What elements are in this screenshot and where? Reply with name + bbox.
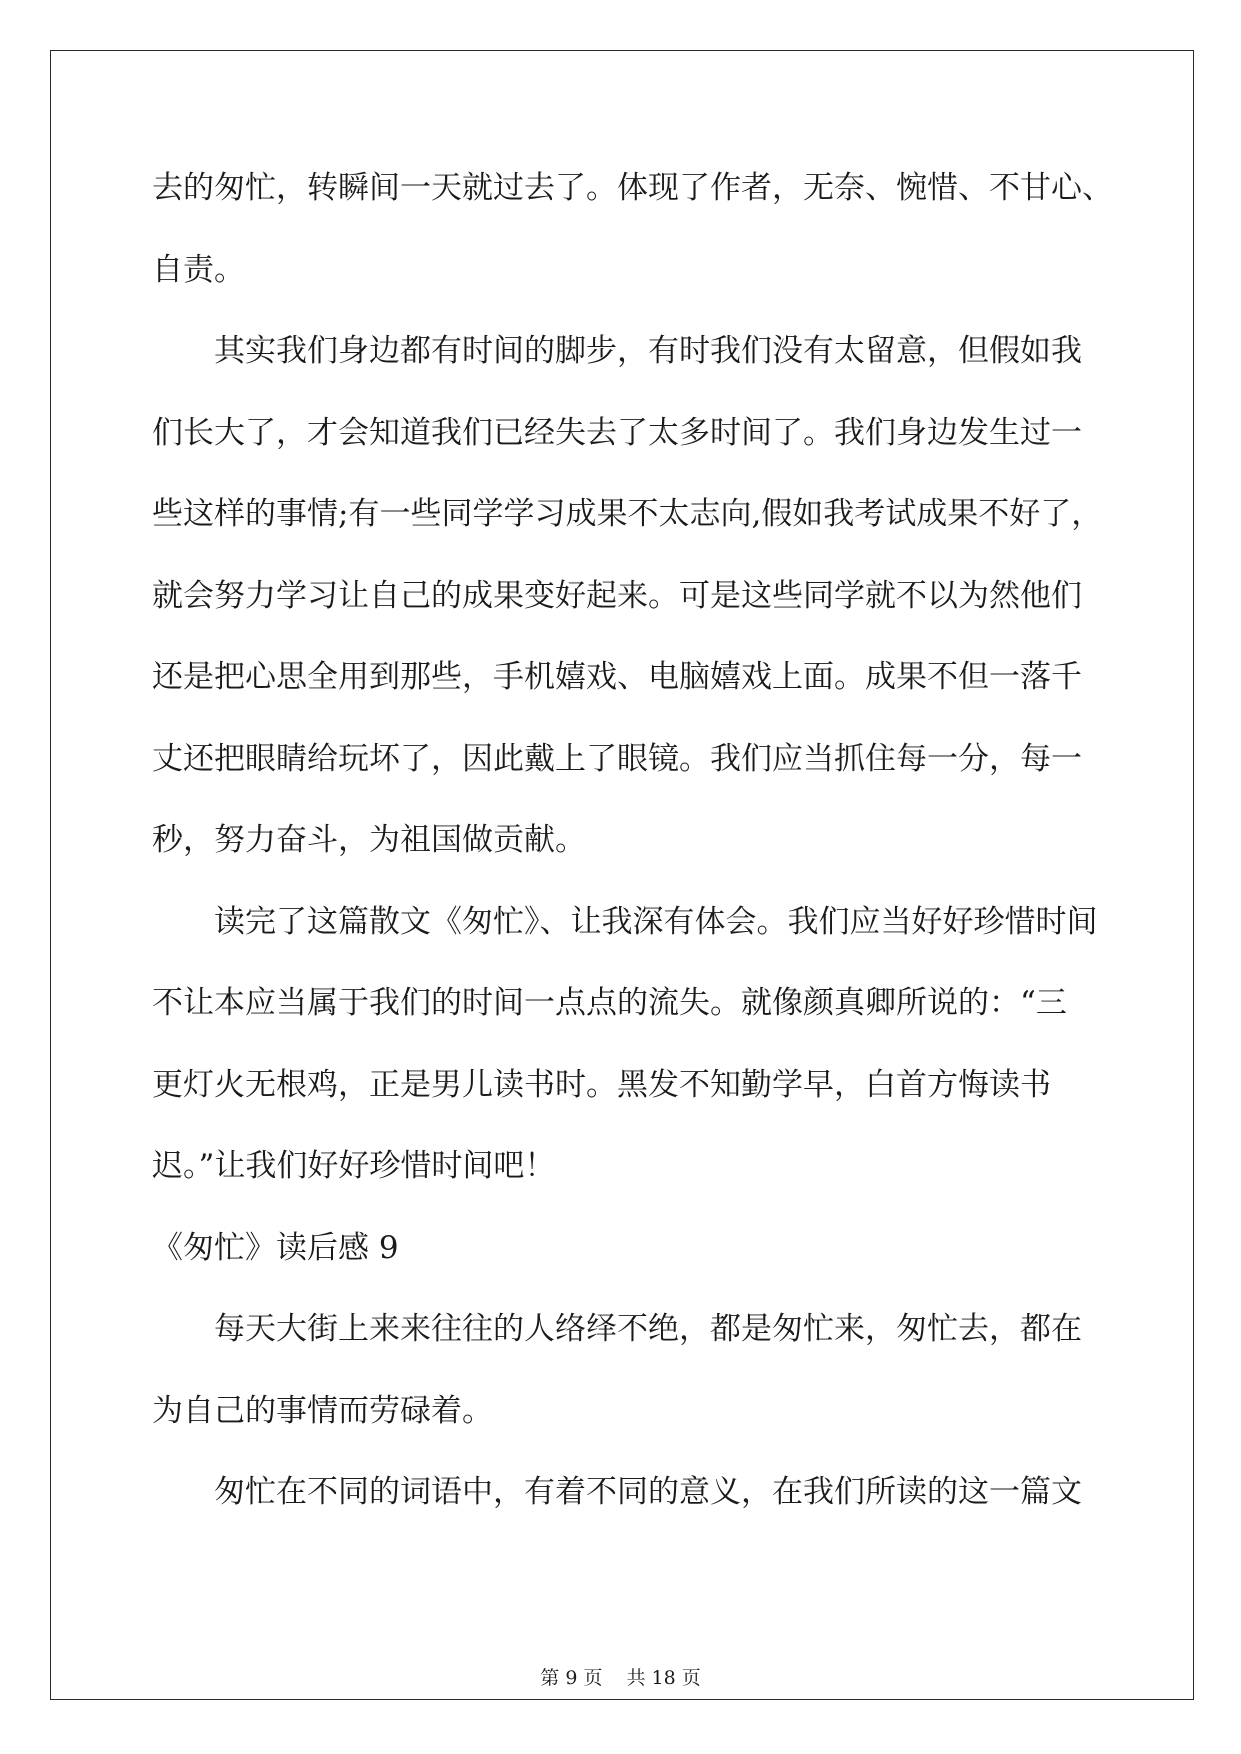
- text-line: 秒，努力奋斗，为祖国做贡献。: [152, 822, 586, 858]
- text-line: 们长大了，才会知道我们已经失去了太多时间了。我们身边发生过一: [152, 414, 1082, 451]
- text-line: 匆忙在不同的词语中，有着不同的意义，在我们所读的这一篇文: [214, 1474, 1082, 1510]
- page-total: 共 18 页: [626, 1667, 701, 1689]
- text-line: 去的匆忙，转瞬间一天就过去了。体现了作者，无奈、惋惜、不甘心、: [152, 170, 1113, 206]
- text-line: 更灯火无根鸡，正是男儿读书时。黑发不知勤学早，白首方悔读书: [152, 1066, 1051, 1103]
- text-line: 就会努力学习让自己的成果变好起来。可是这些同学就不以为然他们: [152, 577, 1082, 614]
- text-line: 些这样的事情;有一些同学学习成果不太志向,假如我考试成果不好了，: [152, 496, 1103, 532]
- text-line: 每天大街上来来往往的人络绎不绝，都是匆忙来，匆忙去，都在: [214, 1311, 1082, 1347]
- text-line: 丈还把眼睛给玩坏了，因此戴上了眼镜。我们应当抓住每一分，每一: [152, 740, 1082, 777]
- text-line: 读完了这篇散文《匆忙》、让我深有体会。我们应当好好珍惜时间: [214, 903, 1098, 940]
- page-number: 第 9 页: [540, 1667, 603, 1689]
- text-line: 其实我们身边都有时间的脚步，有时我们没有太留意，但假如我: [214, 333, 1082, 369]
- page-footer: [0, 1663, 1241, 1690]
- text-line: 不让本应当属于我们的时间一点点的流失。就像颜真卿所说的：“三: [152, 985, 1067, 1021]
- document-body: [152, 163, 1113, 1549]
- text-line: 迟。”让我们好好珍惜时间吧！: [152, 1148, 556, 1184]
- text-line: 还是把心思全用到那些，手机嬉戏、电脑嬉戏上面。成果不但一落千: [152, 659, 1082, 695]
- section-heading: 《匆忙》读后感 9: [152, 1229, 399, 1266]
- text-line: 自责。: [152, 251, 245, 288]
- text-line: 为自己的事情而劳碌着。: [152, 1392, 493, 1429]
